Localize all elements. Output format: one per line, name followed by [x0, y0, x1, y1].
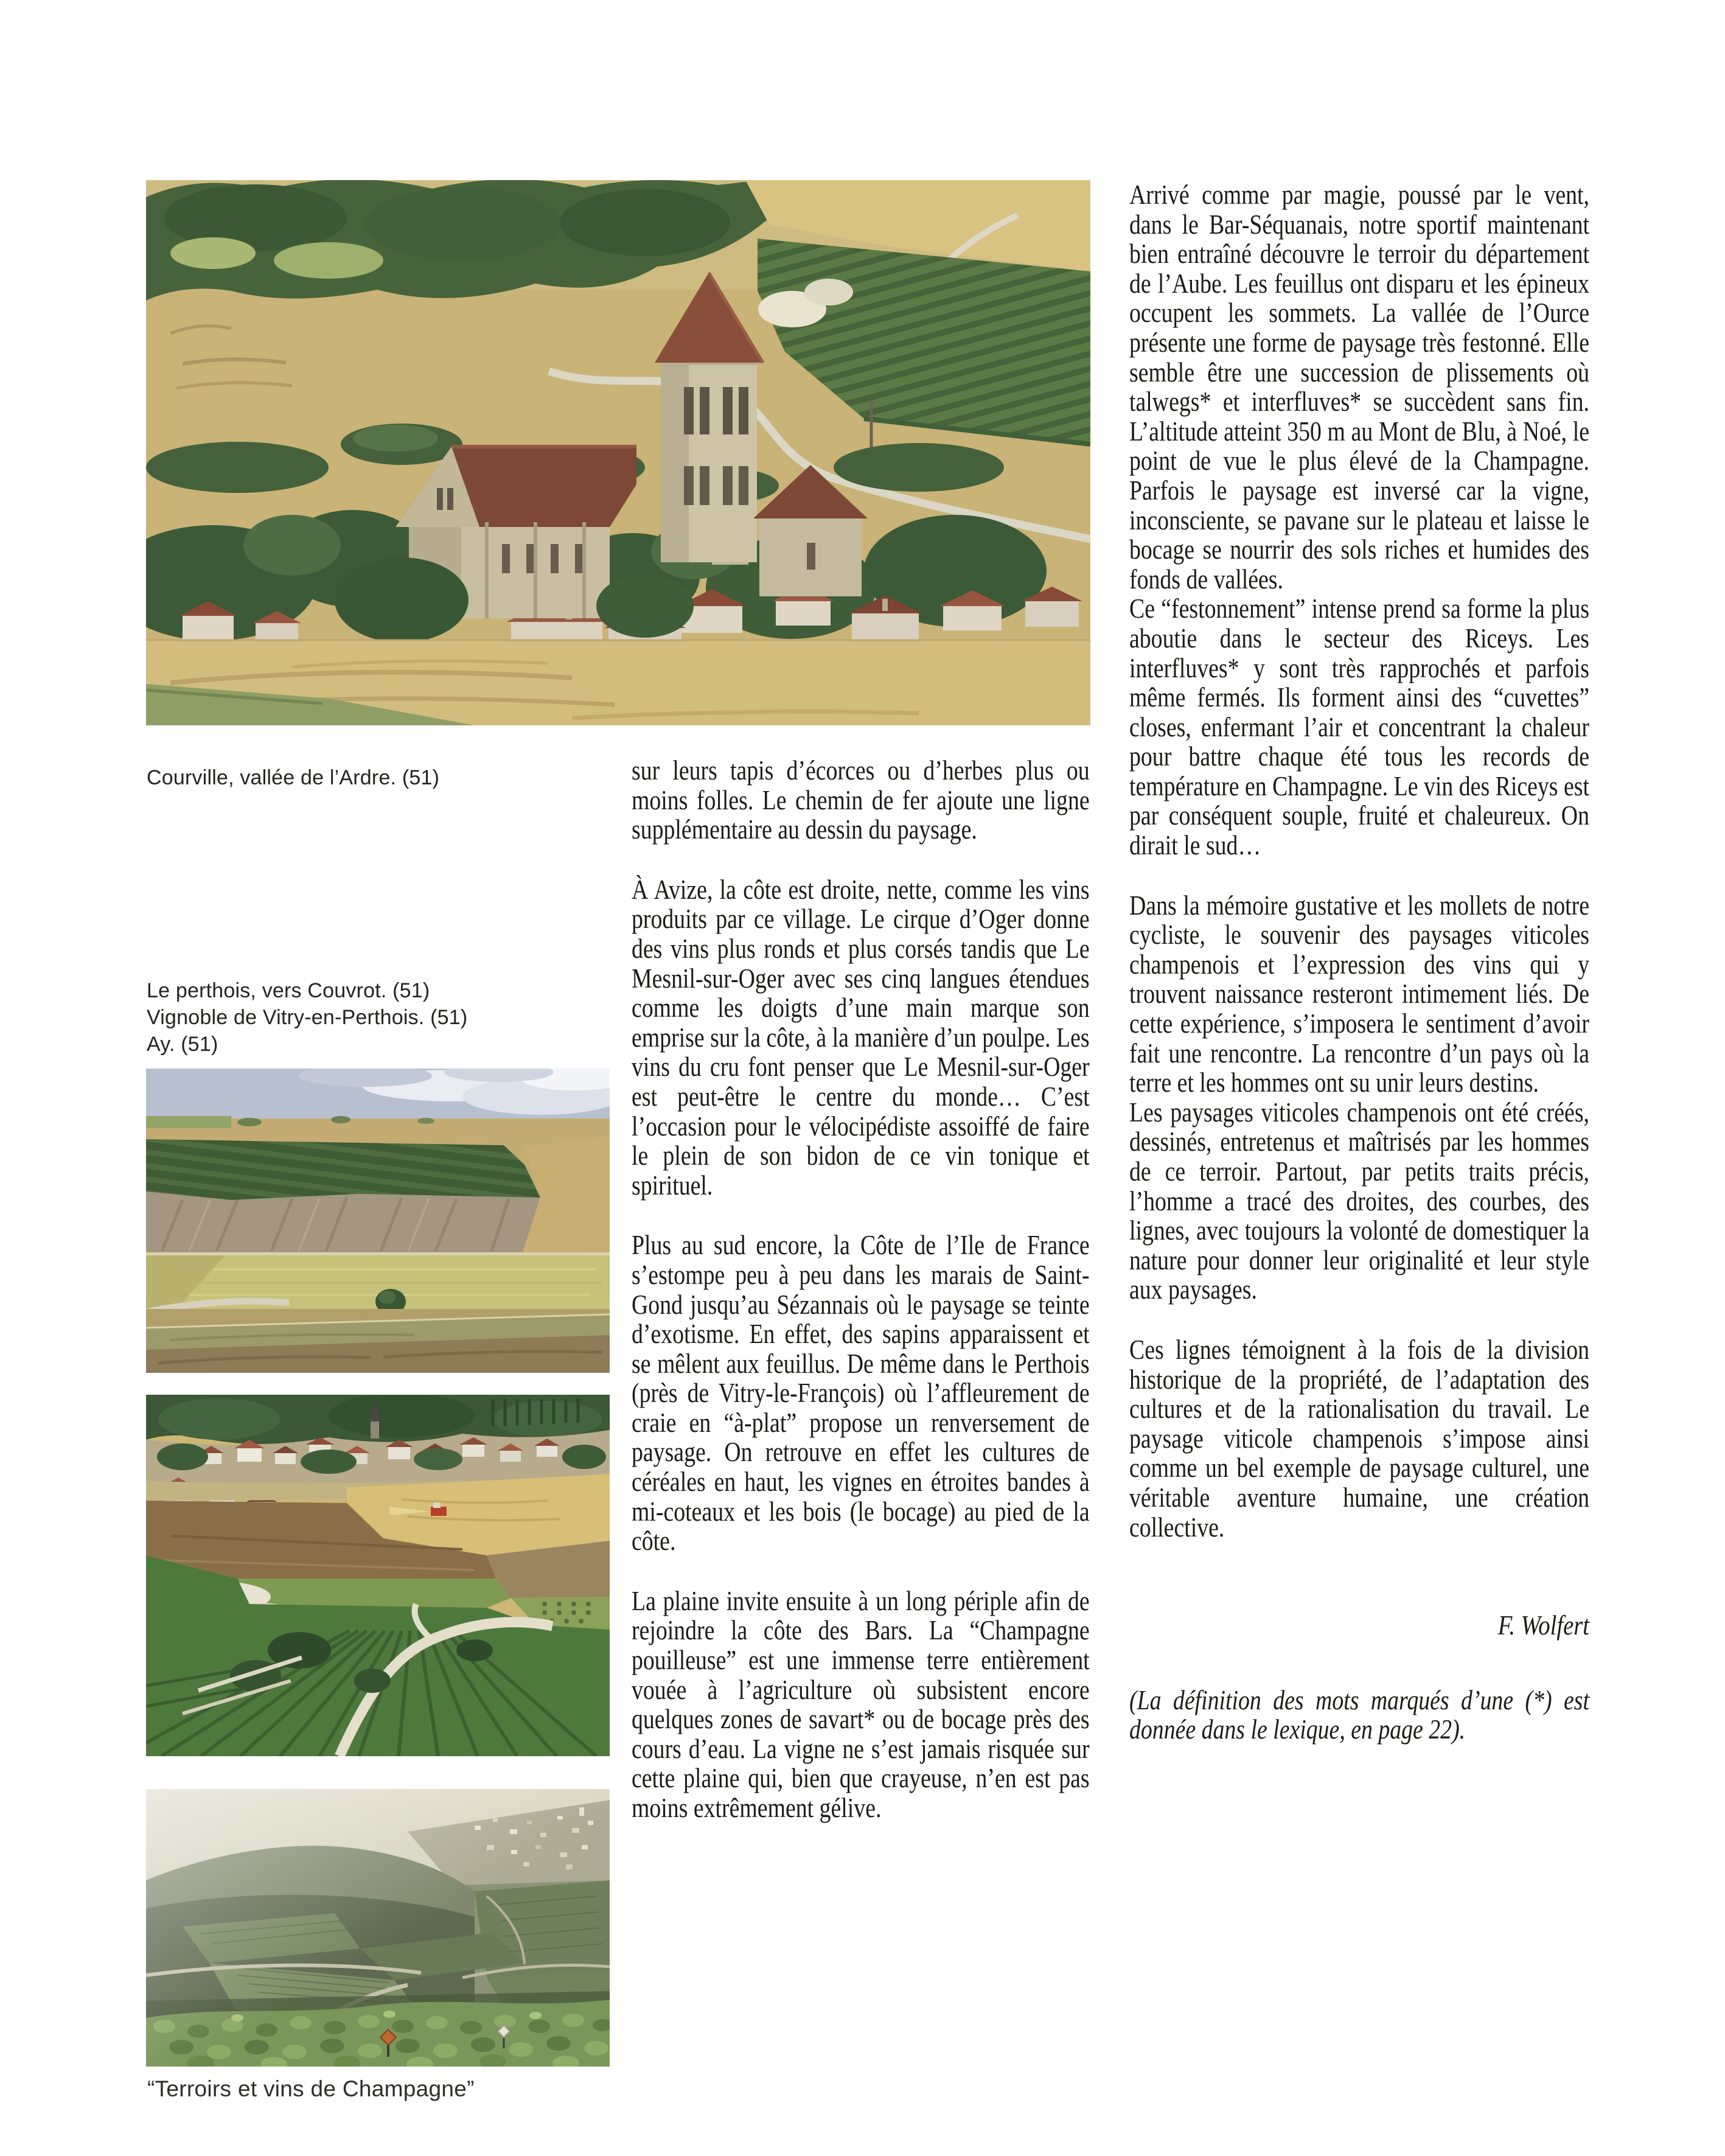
perthois-fields-illustration: [146, 1069, 610, 1373]
ay-vineyard-illustration: [146, 1789, 610, 2067]
photo-ay-vineyard-dusk: [146, 1789, 610, 2067]
paragraph: À Avize, la côte est droite, nette, comme les vins produits par ce village. Le cirque d’Oger donne des vins plus ronds et plus corsés tandis que Le Mesnil-sur-Oger avec ses cinq langues étendues comme les doigts d’une main marque son emprise sur la côte, à la manière d’un poulpe. Les vins du cru font penser que Le Mesnil-sur-Oger est peut-être le centre du monde… C’est l’occasion pour le vélocipédiste assoiffé de faire le plein de son bidon de ce vin tonique et spirituel.: [632, 874, 1090, 1201]
paragraph: Dans la mémoire gustative et les mollets de notre cycliste, le souvenir des paysages viticoles champenois et l’expression des vins qui y trouvent naissance resteront intimement liés. De cette expérience, s’imposera le sentiment d’avoir fait une rencontre. La rencontre d’un pays où la terre et les hommes ont su unir leurs destins.: [1129, 890, 1589, 1098]
caption-line-ay: Ay. (51): [147, 1033, 218, 1056]
lexicon-footnote: (La définition des mots marqués d’une (*) est donnée dans le lexique, en page 22).: [1129, 1684, 1589, 1745]
author-signature: F. Wolfert: [1497, 1610, 1589, 1641]
paragraph: sur leurs tapis d’écorces ou d’herbes plus ou moins folles. Le chemin de fer ajoute une ligne supplémentaire au dessin du paysage.: [632, 755, 1090, 845]
book-title-footer: “Terroirs et vins de Champagne”: [147, 2076, 475, 2101]
paragraph: La plaine invite ensuite à un long périple afin de rejoindre la côte des Bars. La “Champagne pouilleuse” est une immense terre entièrement vouée à l’agriculture où subsistent encore quelques zones de savart* ou de bocage près des cours d’eau. La vigne ne s’est jamais risquée sur cette plaine qui, bien que crayeuse, n’en est pas moins extrêmement gélive.: [632, 1585, 1090, 1823]
captions-left-photos: [147, 977, 467, 1058]
photo-vitry-vineyard: [146, 1395, 610, 1756]
photo-courville-village: [146, 180, 1090, 725]
paragraph: Ces lignes témoignent à la fois de la division historique de la propriété, de l’adaptation des cultures et de la rationalisation du travail. Le paysage viticole champenois s’impose ainsi comme un bel exemple de paysage culturel, une véritable aventure humaine, une création collective.: [1129, 1334, 1589, 1543]
courville-landscape-illustration: [146, 180, 1090, 725]
vitry-vineyard-illustration: [146, 1395, 610, 1756]
caption-line-vitry: Vignoble de Vitry-en-Perthois. (51): [147, 1006, 468, 1030]
caption-courville: Courville, vallée de l’Ardre. (51): [147, 766, 440, 789]
caption-line-perthois: Le perthois, vers Couvrot. (51): [147, 979, 430, 1002]
photo-perthois-fields: [146, 1069, 610, 1373]
paragraph: Plus au sud encore, la Côte de l’Ile de France s’estompe peu à peu dans les marais de Saint-Gond jusqu’au Sézannais où le paysage se teinte d’exotisme. En effet, des sapins apparaissent et se mêlent aux feuillus. De même dans le Perthois (près de Vitry-le-François) où l’affleurement de craie en “à-plat” propose un renversement de paysage. On retrouve en effet les cultures de céréales en haut, les vignes en étroites bandes à mi-coteaux et les bois (le bocage) au pied de la côte.: [632, 1230, 1090, 1557]
paragraph: Arrivé comme par magie, poussé par le vent, dans le Bar-Séquanais, notre sportif maintenant bien entraîné découvre le terroir du département de l’Aube. Les feuillus ont disparu et les épineux occupent les sommets. La vallée de l’Ource présente une forme de paysage très festonné. Elle semble être une succession de plissements où talwegs* et interfluves* se succèdent sans fin. L’altitude atteint 350 m au Mont de Blu, à Noé, le point de vue le plus élevé de la Champagne. Parfois le paysage est inversé car la vigne, inconsciente, se pavane sur le plateau et laisse le bocage se nourrir des sols riches et humides des fonds de vallées.: [1129, 180, 1589, 595]
article-right-column: [1129, 180, 1589, 1745]
paragraph: Les paysages viticoles champenois ont été créés, dessinés, entretenus et maîtrisés par les hommes de ce terroir. Partout, par petits traits précis, l’homme a tracé des droites, des courbes, des lignes, avec toujours la volonté de domestiquer la nature pour donner leur originalité et leur style aux paysages.: [1129, 1097, 1589, 1305]
article-middle-column: [632, 756, 1090, 1823]
paragraph: Ce “festonnement” intense prend sa forme la plus aboutie dans le secteur des Riceys. Les interfluves* y sont très rapprochés et parfois même fermés. Ils forment ainsi des “cuvettes” closes, enfermant l’air et concentrant la chaleur pour battre chaque été tous les records de température en Champagne. Le vin des Riceys est par conséquent souple, fruité et chaleureux. On dirait le sud…: [1129, 593, 1589, 861]
